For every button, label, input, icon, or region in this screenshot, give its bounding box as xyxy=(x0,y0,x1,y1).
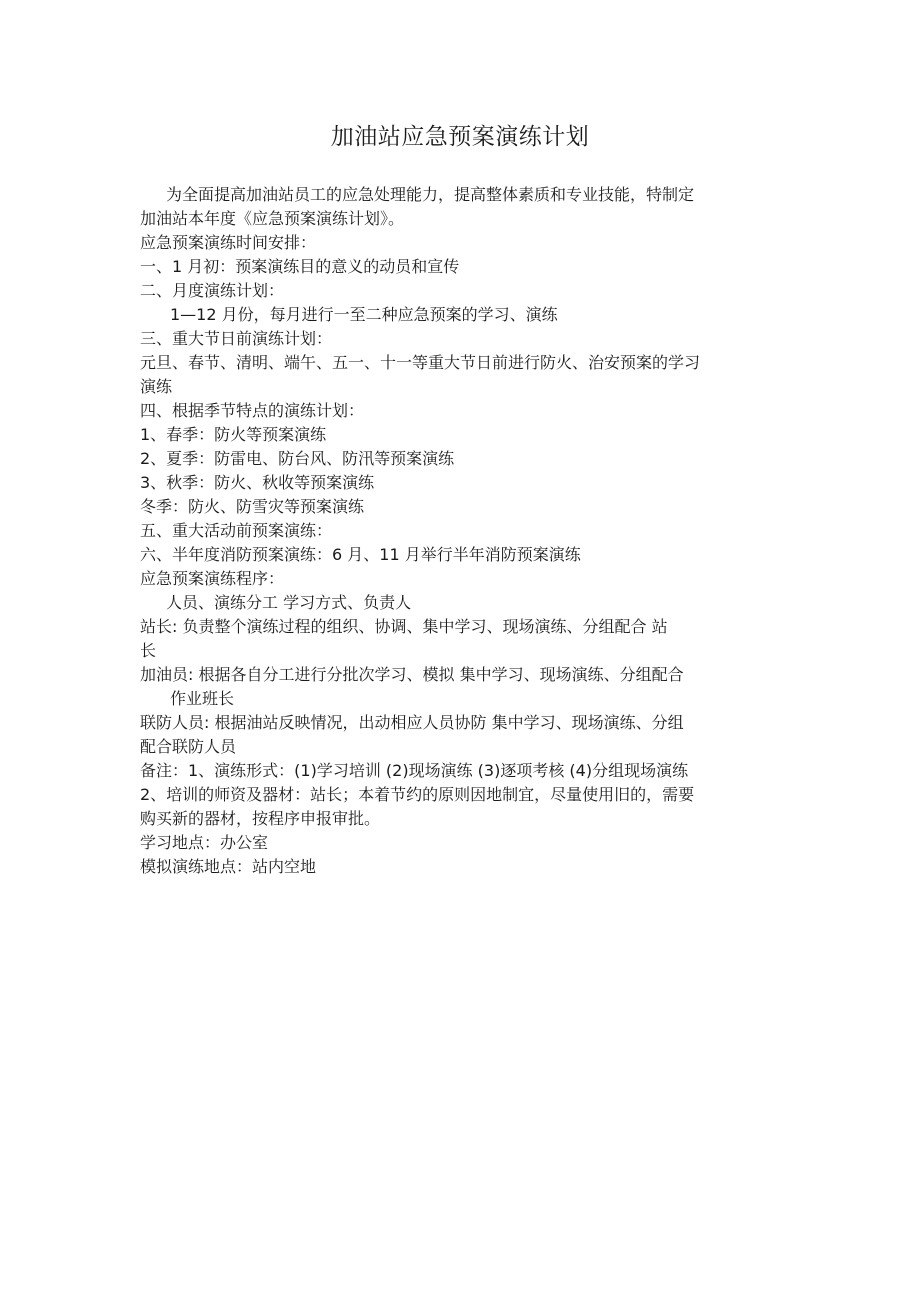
role-security-line-2: 配合联防人员 xyxy=(140,737,237,756)
season-winter: 冬季：防火、防雪灾等预案演练 xyxy=(140,497,365,516)
role-security-line-1: 联防人员: 根据油站反映情况，出动相应人员协防 集中学习、现场演练、分组 xyxy=(140,713,684,732)
schedule-item-1: 一、1 月初：预案演练目的意义的动员和宣传 xyxy=(140,257,460,276)
schedule-item-3: 三、重大节日前演练计划： xyxy=(140,329,333,348)
procedure-heading: 应急预案演练程序： xyxy=(140,569,285,588)
study-location: 学习地点：办公室 xyxy=(140,833,269,852)
monthly-plan-detail: 1—12 月份，每月进行一至二种应急预案的学习、演练 xyxy=(170,305,558,324)
schedule-item-6: 六、半年度消防预案演练：6 月、11 月举行半年消防预案演练 xyxy=(140,545,581,564)
document-title: 加油站应急预案演练计划 xyxy=(330,124,590,150)
remarks-line-1: 备注：1、演练形式：(1)学习培训 (2)现场演练 (3)逐项考核 (4)分组现场演练 xyxy=(140,761,689,780)
remarks-line-3: 购买新的器材，按程序申报审批。 xyxy=(140,809,381,828)
season-spring: 1、春季：防火等预案演练 xyxy=(140,425,327,444)
holiday-plan-line-1: 元旦、春节、清明、端午、五一、十一等重大节日前进行防火、治安预案的学习 xyxy=(140,353,701,372)
intro-paragraph-line-1: 为全面提高加油站员工的应急处理能力，提高整体素质和专业技能，特制定 xyxy=(166,185,695,204)
role-attendant-line-1: 加油员: 根据各自分工进行分批次学习、模拟 集中学习、现场演练、分组配合 xyxy=(140,665,684,684)
remarks-line-2: 2、培训的师资及器材：站长；本着节约的原则因地制宜，尽量使用旧的，需要 xyxy=(140,785,695,804)
role-station-manager-line-1: 站长: 负责整个演练过程的组织、协调、集中学习、现场演练、分组配合 站 xyxy=(140,617,668,636)
document-body xyxy=(140,183,782,879)
holiday-plan-line-2: 演练 xyxy=(140,377,173,396)
role-attendant-line-2: 作业班长 xyxy=(170,689,235,708)
schedule-item-5: 五、重大活动前预案演练： xyxy=(140,521,333,540)
season-summer: 2、夏季：防雷电、防台风、防汛等预案演练 xyxy=(140,449,455,468)
schedule-item-4: 四、根据季节特点的演练计划： xyxy=(140,401,365,420)
schedule-item-2: 二、月度演练计划： xyxy=(140,281,285,300)
procedure-columns: 人员、演练分工 学习方式、负责人 xyxy=(166,593,412,612)
drill-location: 模拟演练地点：站内空地 xyxy=(140,857,317,876)
season-autumn: 3、秋季：防火、秋收等预案演练 xyxy=(140,473,375,492)
schedule-heading: 应急预案演练时间安排： xyxy=(140,233,317,252)
role-station-manager-line-2: 长 xyxy=(140,641,157,660)
intro-paragraph-line-2: 加油站本年度《应急预案演练计划》。 xyxy=(140,209,405,228)
